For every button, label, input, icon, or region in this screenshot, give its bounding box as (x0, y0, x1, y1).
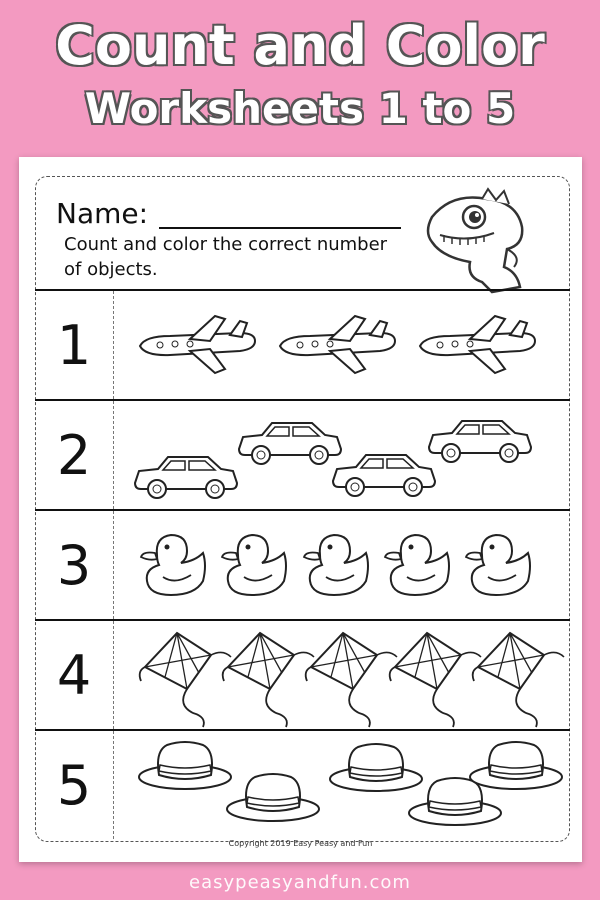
airplane-icon (280, 316, 395, 373)
count-row (35, 509, 570, 619)
duck-icon (141, 535, 205, 595)
object-group (115, 511, 565, 619)
hat-icon (330, 744, 422, 791)
duck-icon (304, 535, 368, 595)
row-number: 3 (35, 511, 114, 619)
worksheet (19, 157, 582, 862)
kite-icon (306, 633, 397, 727)
page-title: Count and Color (55, 14, 545, 77)
kite-icon (140, 633, 231, 727)
airplane-icon (420, 316, 535, 373)
row-number: 2 (35, 401, 114, 509)
count-row (35, 729, 570, 839)
hat-icon (470, 742, 562, 789)
kite-icon (473, 633, 564, 727)
instruction-text: Count and color the correct number of objects. (64, 234, 388, 280)
copyright-text: Copyright 2019 Easy Peasy and Fun (228, 839, 373, 848)
car-icon (429, 421, 531, 462)
row-number: 4 (35, 621, 114, 729)
airplane-icon (140, 316, 255, 373)
object-group (115, 291, 565, 399)
car-icon (333, 455, 435, 496)
name-label: Name: (56, 197, 149, 230)
count-row (35, 619, 570, 729)
duck-icon (385, 535, 449, 595)
site-url[interactable]: easypeasyandfun.com (189, 872, 411, 893)
dinosaur-icon (412, 187, 547, 297)
hat-icon (227, 774, 319, 821)
object-group (115, 401, 565, 509)
row-number: 1 (35, 291, 114, 399)
kite-icon (223, 633, 314, 727)
object-group (115, 731, 565, 839)
duck-icon (222, 535, 286, 595)
count-row (35, 289, 570, 399)
kite-icon (390, 633, 481, 727)
duck-icon (466, 535, 530, 595)
object-group (115, 621, 565, 729)
car-icon (239, 423, 341, 464)
row-number: 5 (35, 731, 114, 839)
page-subtitle: Worksheets 1 to 5 (84, 84, 516, 133)
name-line (159, 227, 401, 229)
count-row (35, 399, 570, 509)
car-icon (135, 457, 237, 498)
hat-icon (139, 742, 231, 789)
